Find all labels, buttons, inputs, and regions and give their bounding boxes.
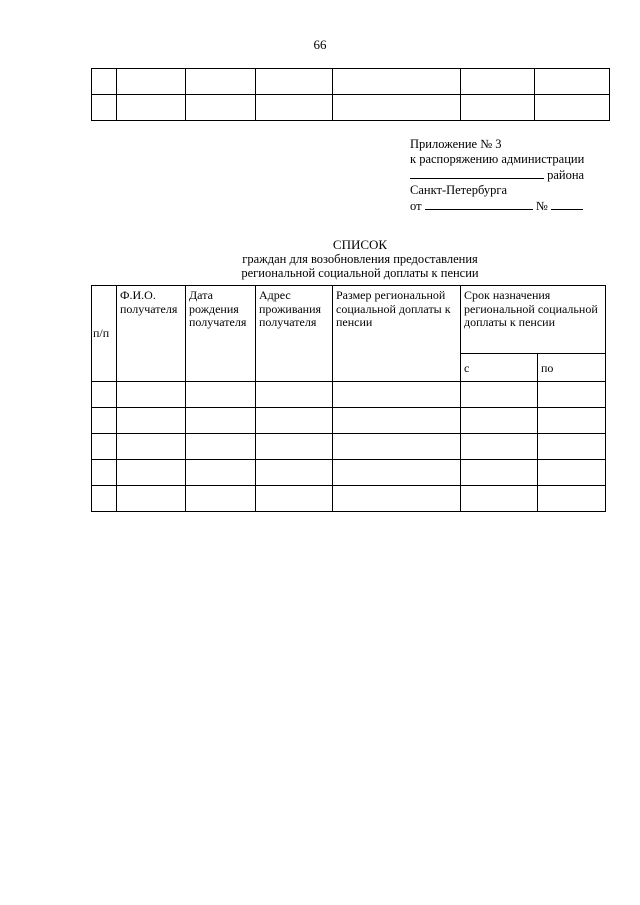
number-label: № — [535, 199, 548, 213]
table-cell — [535, 95, 610, 121]
table-row — [92, 486, 606, 512]
number-blank — [551, 198, 583, 210]
recipients-table — [91, 285, 606, 512]
table-cell — [538, 486, 606, 512]
table-cell — [92, 408, 117, 434]
table-cell — [92, 460, 117, 486]
table-cell — [333, 434, 461, 460]
table-cell — [92, 382, 117, 408]
annex-date-line — [410, 198, 584, 214]
annex-block — [410, 137, 584, 214]
table-cell — [461, 69, 535, 95]
district-blank — [410, 167, 544, 179]
page-number: 66 — [313, 37, 327, 52]
annex-title: Приложение № 3 — [410, 137, 502, 151]
table-cell — [117, 382, 186, 408]
table-cell — [538, 382, 606, 408]
table-cell — [256, 95, 333, 121]
table-header-row — [92, 286, 606, 354]
header-address: Адрес проживания получателя — [256, 286, 333, 382]
table-cell — [256, 460, 333, 486]
table-cell — [117, 460, 186, 486]
table-cell — [333, 95, 461, 121]
table-cell — [538, 408, 606, 434]
table-cell — [461, 382, 538, 408]
table-cell — [117, 434, 186, 460]
table-cell — [186, 408, 256, 434]
table-cell — [461, 408, 538, 434]
table-cell — [186, 460, 256, 486]
table-cell — [538, 434, 606, 460]
table-row — [92, 408, 606, 434]
table-cell — [186, 434, 256, 460]
table-row — [92, 95, 610, 121]
table-cell — [256, 486, 333, 512]
date-label: от — [410, 199, 422, 213]
table-cell — [92, 95, 117, 121]
continuation-table — [91, 68, 610, 121]
table-cell — [117, 486, 186, 512]
table-cell — [333, 69, 461, 95]
table-cell — [461, 95, 535, 121]
header-num: п/п — [92, 286, 117, 382]
district-label: района — [547, 168, 585, 182]
table-cell — [92, 69, 117, 95]
list-subtitle-line: граждан для возобновления предоставления — [242, 252, 478, 266]
table-cell — [186, 95, 256, 121]
table-row — [92, 434, 606, 460]
table-cell — [333, 460, 461, 486]
table-cell — [256, 408, 333, 434]
table-cell — [256, 382, 333, 408]
header-period-from: с — [461, 354, 538, 382]
table-cell — [461, 486, 538, 512]
header-period-to: по — [538, 354, 606, 382]
header-name: Ф.И.О. получателя — [117, 286, 186, 382]
table-cell — [256, 69, 333, 95]
table-row — [92, 69, 610, 95]
table-cell — [92, 486, 117, 512]
table-cell — [186, 382, 256, 408]
table-cell — [333, 486, 461, 512]
annex-order-line: к распоряжению администрации — [410, 152, 585, 166]
table-cell — [461, 434, 538, 460]
table-cell — [333, 408, 461, 434]
table-cell — [186, 486, 256, 512]
table-cell — [117, 408, 186, 434]
header-amount: Размер региональной социальной доплаты к пенсии — [333, 286, 461, 382]
list-subtitle-line: региональной социальной доплаты к пенсии — [241, 266, 479, 280]
date-blank — [425, 198, 533, 210]
table-cell — [117, 95, 186, 121]
table-cell — [186, 69, 256, 95]
table-cell — [538, 460, 606, 486]
table-cell — [256, 434, 333, 460]
table-cell — [333, 382, 461, 408]
table-row — [92, 460, 606, 486]
header-birth-date: Дата рождения получателя — [186, 286, 256, 382]
annex-city-line: Санкт-Петербурга — [410, 183, 508, 197]
table-row — [92, 382, 606, 408]
table-cell — [461, 460, 538, 486]
annex-district-line — [410, 167, 584, 183]
list-title-block — [0, 238, 640, 280]
header-period: Срок назначения региональной социальной доплаты к пенсии — [461, 286, 606, 354]
list-heading: СПИСОК — [332, 237, 388, 252]
table-cell — [117, 69, 186, 95]
table-cell — [535, 69, 610, 95]
table-cell — [92, 434, 117, 460]
